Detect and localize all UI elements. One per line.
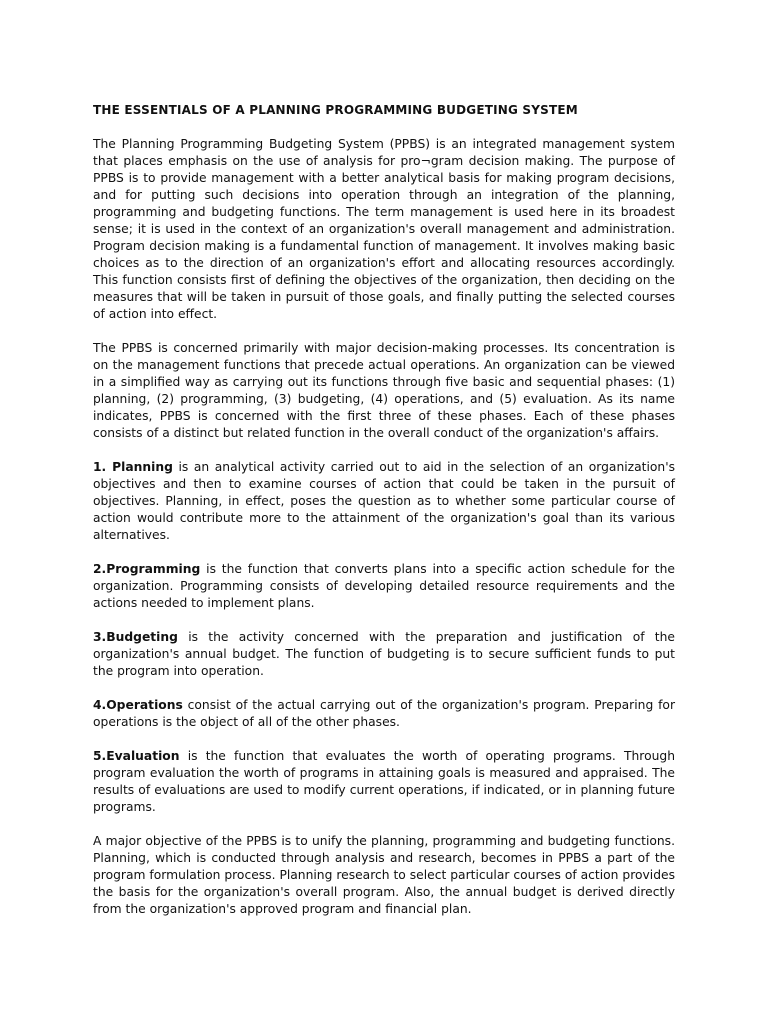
closing-paragraph: A major objective of the PPBS is to unify the planning, programming and budgeting functions. Planning, which is conducted through analysis and research, becomes in PPBS a part of the program formulation process. Planning research to select particular courses of action provides the basis for the organization's overall program. Also, the annual budget is derived directly from the organization's approved program and financial plan. — [93, 834, 675, 916]
phase-planning-term: 1. Planning — [93, 460, 173, 474]
phase-operations-term: 4.Operations — [93, 698, 183, 712]
intro-paragraph-1: The Planning Programming Budgeting System (PPBS) is an integrated management system that places emphasis on the use of analysis for pro¬gram decision making. The purpose of PPBS is to provide management with a better analytical basis for making program decisions, and for putting such decisions into operation through an integration of the planning, programming and budgeting functions. The term management is used here in its broadest sense; it is used in the context of an organization's overall management and administration. Program decision making is a fundamental function of management. It involves making basic choices as to the direction of an organization's effort and allocating resources accordingly. This function consists first of defining the objectives of the organization, then deciding on the measures that will be taken in pursuit of those goals, and finally putting the selected courses of action into effect. — [93, 137, 675, 321]
intro-paragraph-2: The PPBS is concerned primarily with major decision-making processes. Its concentration is on the management functions that precede actual operations. An organization can be viewed in a simplified way as carrying out its functions through five basic and sequential phases: (1) planning, (2) programming, (3) budgeting, (4) operations, and (5) evaluation. As its name indicates, PPBS is concerned with the first three of these phases. Each of these phases consists of a distinct but related function in the overall conduct of the organization's affairs. — [93, 341, 675, 440]
document-title: THE ESSENTIALS OF A PLANNING PROGRAMMING BUDGETING SYSTEM — [93, 103, 578, 117]
phase-budgeting-term: 3.Budgeting — [93, 630, 178, 644]
phase-programming-term: 2.Programming — [93, 562, 201, 576]
phase-evaluation-term: 5.Evaluation — [93, 749, 180, 763]
document-page — [93, 102, 675, 935]
phase-programming-paragraph — [93, 561, 675, 612]
phase-operations-text: consist of the actual carrying out of the organization's program. Preparing for operations is the object of all of the other phases. — [93, 698, 675, 729]
phase-budgeting-paragraph — [93, 629, 675, 680]
phase-planning-text: is an analytical activity carried out to aid in the selection of an organization's objectives and then to examine courses of action that could be taken in the pursuit of objectives. Planning, in effect, poses the question as to whether some particular course of action would contribute more to the attainment of the organization's goal than its various alternatives. — [93, 460, 675, 542]
phase-evaluation-paragraph — [93, 748, 675, 816]
phase-planning-paragraph — [93, 459, 675, 544]
phase-programming-text: is the function that converts plans into a specific action schedule for the organization. Programming consists of developing detailed resource requirements and the actions needed to implement plans. — [93, 562, 675, 610]
phase-evaluation-text: is the function that evaluates the worth of operating programs. Through program evaluation the worth of programs in attaining goals is measured and appraised. The results of evaluations are used to modify current operations, if indicated, or in planning future programs. — [93, 749, 675, 814]
phase-budgeting-text: is the activity concerned with the preparation and justification of the organization's annual budget. The function of budgeting is to secure sufficient funds to put the program into operation. — [93, 630, 675, 678]
phase-operations-paragraph — [93, 697, 675, 731]
